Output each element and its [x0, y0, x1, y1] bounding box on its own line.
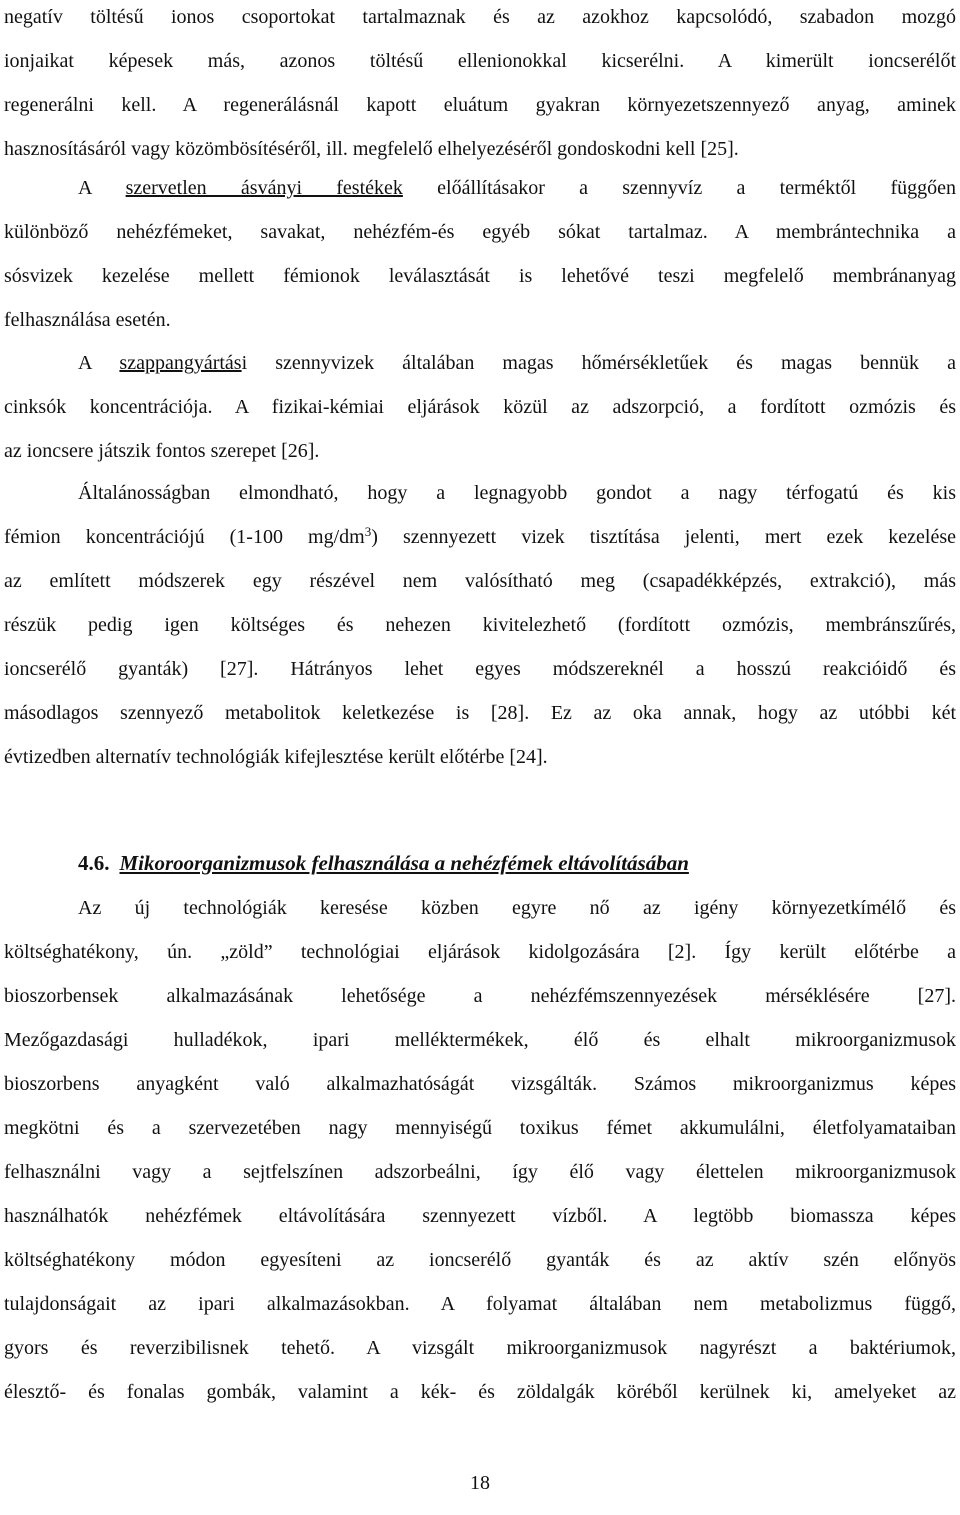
text-span: bioszorbensek alkalmazásának lehetősége a nehézfémszennyezések mérséklésére [27]. [4, 985, 956, 1007]
text-line [4, 1282, 956, 1326]
text-span: felhasználása esetén. [4, 309, 171, 331]
text-line [4, 559, 956, 603]
paragraph-inorganic-pigments [4, 166, 956, 342]
text-line [4, 1326, 956, 1370]
text-line [4, 1238, 956, 1282]
text-span: másodlagos szennyező metabolitok keletkezése is [28]. Ez az oka annak, hogy az utóbbi két [4, 702, 956, 724]
text-span: regenerálni kell. A regenerálásnál kapott eluátum gyakran környezetszennyező anyag, aminek [4, 94, 956, 116]
text-span: ionjaikat képesek más, azonos töltésű ellenionokkal kicserélni. A kimerült ioncserélőt [4, 50, 956, 72]
text-span: költséghatékony, ún. „zöld” technológiai eljárások kidolgozására [2]. Így került előtérbe a [4, 941, 956, 963]
paragraph-general-problem [4, 471, 956, 779]
text-span: Általánosságban elmondható, hogy a legnagyobb gondot a nagy térfogatú és kis [78, 482, 956, 504]
text-line [4, 735, 956, 779]
superscript: 3 [364, 524, 372, 539]
text-line [4, 127, 956, 171]
page-number: 18 [470, 1472, 490, 1494]
underlined-term: szervetlen ásványi festékek [125, 177, 403, 199]
text-span: cinksók koncentrációja. A fizikai-kémiai eljárások közül az adszorpció, a fordított ozmózis és [4, 396, 956, 418]
text-span [4, 526, 956, 548]
text-fragment: A [78, 177, 126, 199]
text-span: felhasználni vagy a sejtfelszínen adszorbeálni, így élő vagy élettelen mikroorganizmusok [4, 1161, 956, 1183]
text-span: Az új technológiák keresése közben egyre nő az igény környezetkímélő és [78, 897, 956, 919]
text-span: az ioncsere játszik fontos szerepet [26]. [4, 440, 320, 462]
text-span [78, 177, 956, 199]
text-span: tulajdonságait az ipari alkalmazásokban. A folyamat általában nem metabolizmus függő, [4, 1293, 956, 1315]
section-title: Mikoroorganizmusok felhasználása a nehézfémek eltávolításában [119, 851, 689, 875]
text-line [4, 647, 956, 691]
section-number: 4.6. [78, 851, 110, 875]
text-span: az említett módszerek egy részével nem valósítható meg (csapadékképzés, extrakció), más [4, 570, 956, 592]
text-line [4, 1370, 956, 1414]
text-span [78, 352, 956, 374]
text-line [4, 691, 956, 735]
text-span: bioszorbens anyagként való alkalmazhatóságát vizsgálták. Számos mikroorganizmus képes [4, 1073, 956, 1095]
text-line [4, 39, 956, 83]
text-fragment: A [78, 352, 120, 374]
text-span: ioncserélő gyanták) [27]. Hátrányos lehet egyes módszereknél a hosszú reakcióidő és [4, 658, 956, 680]
text-line [4, 385, 956, 429]
text-line [4, 1194, 956, 1238]
text-span: részük pedig igen költséges és nehezen kivitelezhető (fordított ozmózis, membránszűrés, [4, 614, 956, 636]
text-line [4, 1106, 956, 1150]
text-span: élesztő- és fonalas gombák, valamint a kék- és zöldalgák köréből kerülnek ki, amelyeket az [4, 1381, 956, 1403]
text-fragment: ) szennyezett vizek tisztítása jelenti, mert ezek kezelése [371, 526, 956, 548]
text-span: sósvizek kezelése mellett fémionok leválasztását is lehetővé teszi megfelelő membránanyag [4, 265, 956, 287]
text-line [4, 1018, 956, 1062]
text-span: használhatók nehézfémek eltávolítására szennyezett vízből. A legtöbb biomassza képes [4, 1205, 956, 1227]
text-line [4, 166, 956, 210]
text-fragment: előállításakor a szennyvíz a terméktől függően [402, 177, 957, 199]
text-line [4, 603, 956, 647]
text-span: költséghatékony módon egyesíteni az ioncserélő gyanták és az aktív szén előnyös [4, 1249, 956, 1271]
text-line [4, 974, 956, 1018]
paragraph-microorganisms [4, 886, 956, 1414]
text-span: negatív töltésű ionos csoportokat tartalmaznak és az azokhoz kapcsolódó, szabadon mozgó [4, 6, 956, 28]
text-span: hasznosításáról vagy közömbösítéséről, ill. megfelelő elhelyezéséről gondoskodni kell [25]. [4, 138, 739, 160]
text-fragment: fémion koncentrációjú (1-100 mg/dm [4, 526, 365, 548]
section-heading [4, 841, 956, 885]
text-line [4, 471, 956, 515]
text-line [4, 1062, 956, 1106]
text-line [4, 254, 956, 298]
text-line [4, 298, 956, 342]
text-span: megkötni és a szervezetében nagy mennyiségű toxikus fémet akkumulálni, életfolyamataiban [4, 1117, 956, 1139]
text-span: évtizedben alternatív technológiák kifejlesztése került előtérbe [24]. [4, 746, 548, 768]
text-span: különböző nehézfémeket, savakat, nehézfém-és egyéb sókat tartalmaz. A membrántechnika a [4, 221, 956, 243]
text-line [4, 930, 956, 974]
underlined-term: szappangyártás [119, 352, 242, 374]
text-line [4, 341, 956, 385]
text-line [4, 83, 956, 127]
text-span: Mezőgazdasági hulladékok, ipari melléktermékek, élő és elhalt mikroorganizmusok [4, 1029, 956, 1051]
text-line [4, 515, 956, 559]
text-line [4, 0, 956, 39]
paragraph-ion-exchange [4, 0, 956, 171]
text-fragment: i szennyvizek általában magas hőmérsékletűek és magas bennük a [241, 352, 956, 374]
paragraph-soap-production [4, 341, 956, 473]
text-line [4, 1150, 956, 1194]
text-line [4, 210, 956, 254]
text-span: gyors és reverzibilisnek tehető. A vizsgált mikroorganizmusok nagyrészt a baktériumok, [4, 1337, 956, 1359]
text-line [4, 429, 956, 473]
text-line [4, 886, 956, 930]
